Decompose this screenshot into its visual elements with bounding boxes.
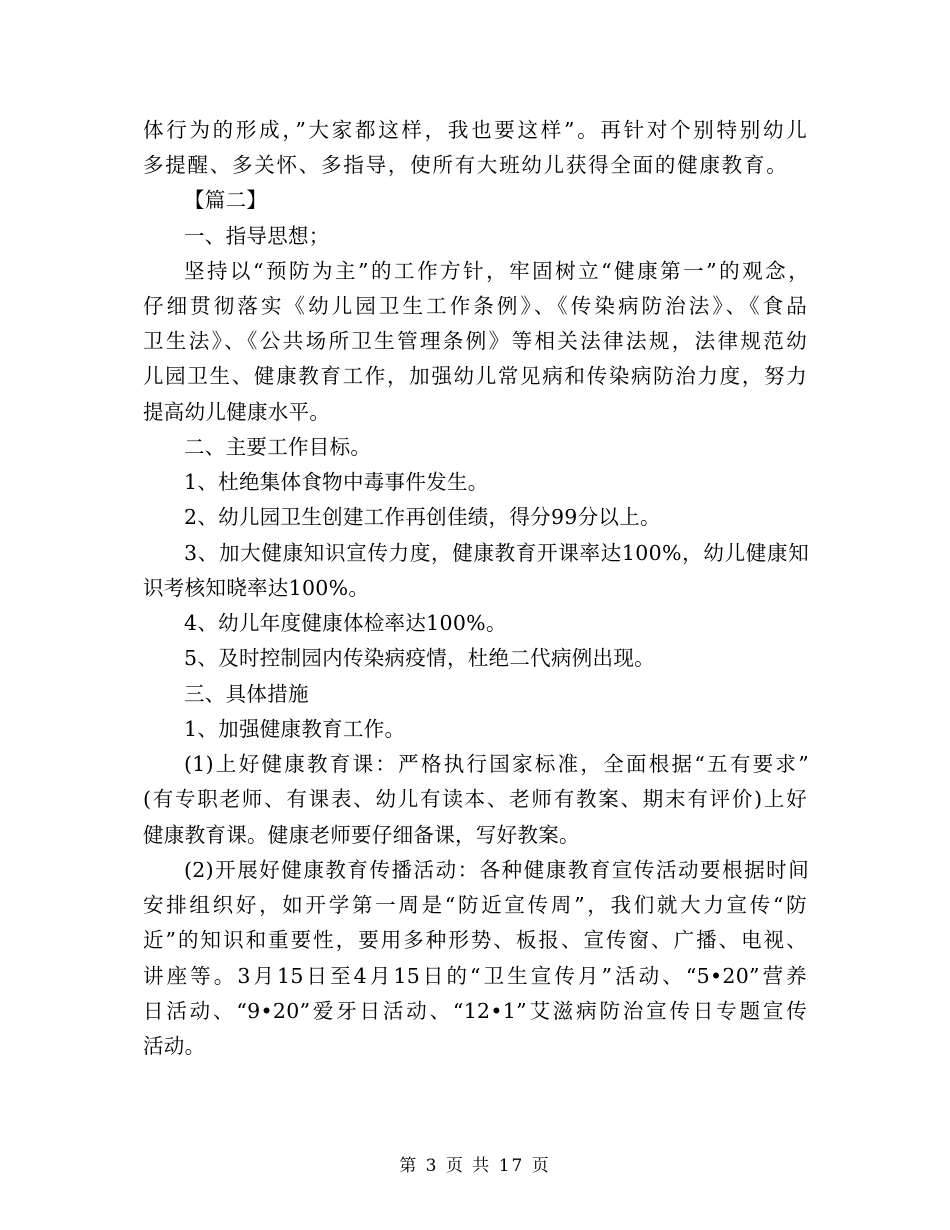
list-item: 4、幼儿年度健康体检率达100%。 (184, 611, 507, 635)
section-heading: 一、指导思想； (184, 224, 330, 248)
section-heading: 三、具体措施 (184, 682, 309, 706)
section-heading: 【篇二】 (184, 188, 268, 212)
list-item: 1、杜绝集体食物中毒事件发生。 (184, 470, 489, 494)
section-heading: 二、主要工作目标。 (184, 435, 372, 459)
paragraph-line: 日活动、“9•20”爱牙日活动、“12•1”艾滋病防治宣传日专题宣传 (143, 999, 807, 1023)
paragraph-line: 卫生法》、《公共场所卫生管理条例》等相关法律法规，法律规范幼 (143, 329, 807, 353)
paragraph-line: 多提醒、多关怀、多指导，使所有大班幼儿获得全面的健康教育。 (143, 153, 787, 177)
list-item: 1、加强健康教育工作。 (184, 717, 406, 741)
paragraph-line: 儿园卫生、健康教育工作，加强幼儿常见病和传染病防治力度，努力 (143, 364, 807, 388)
paragraph-line: 体行为的形成，”大家都这样，我也要这样”。再针对个别特别幼儿 (143, 118, 807, 142)
paragraph-line: (2)开展好健康教育传播活动：各种健康教育宣传活动要根据时间 (184, 858, 809, 882)
paragraph-line: 近”的知识和重要性，要用多种形势、板报、宣传窗、广播、电视、 (143, 928, 807, 952)
list-item: 2、幼儿园卫生创建工作再创佳绩，得分99分以上。 (184, 505, 661, 529)
paragraph-line: 活动。 (143, 1034, 206, 1058)
paragraph-line: 健康教育课。健康老师要仔细备课，写好教案。 (143, 823, 580, 847)
list-item: 3、加大健康知识宣传力度，健康教育开课率达100%，幼儿健康知 (184, 541, 809, 565)
page-footer: 第 3 页 共 17 页 (399, 1156, 551, 1176)
paragraph-line: (有专职老师、有课表、幼儿有读本、老师有教案、期末有评价)上好 (143, 787, 807, 811)
paragraph-line: 安排组织好，如开学第一周是“防近宣传周”，我们就大力宣传“防 (143, 893, 807, 917)
paragraph-line: 坚持以“预防为主”的工作方针，牢固树立“健康第一”的观念， (184, 259, 809, 283)
paragraph-line: (1)上好健康教育课：严格执行国家标准，全面根据“五有要求” (184, 752, 809, 776)
list-item: 5、及时控制园内传染病疫情，杜绝二代病例出现。 (184, 646, 655, 670)
paragraph-line: 提高幼儿健康水平。 (143, 400, 331, 424)
paragraph-line: 讲座等。3月15日至4月15日的“卫生宣传月”活动、“5•20”营养 (143, 964, 807, 988)
list-item: 识考核知晓率达100%。 (143, 576, 370, 600)
paragraph-line: 仔细贯彻落实《幼儿园卫生工作条例》、《传染病防治法》、《食品 (143, 294, 807, 318)
